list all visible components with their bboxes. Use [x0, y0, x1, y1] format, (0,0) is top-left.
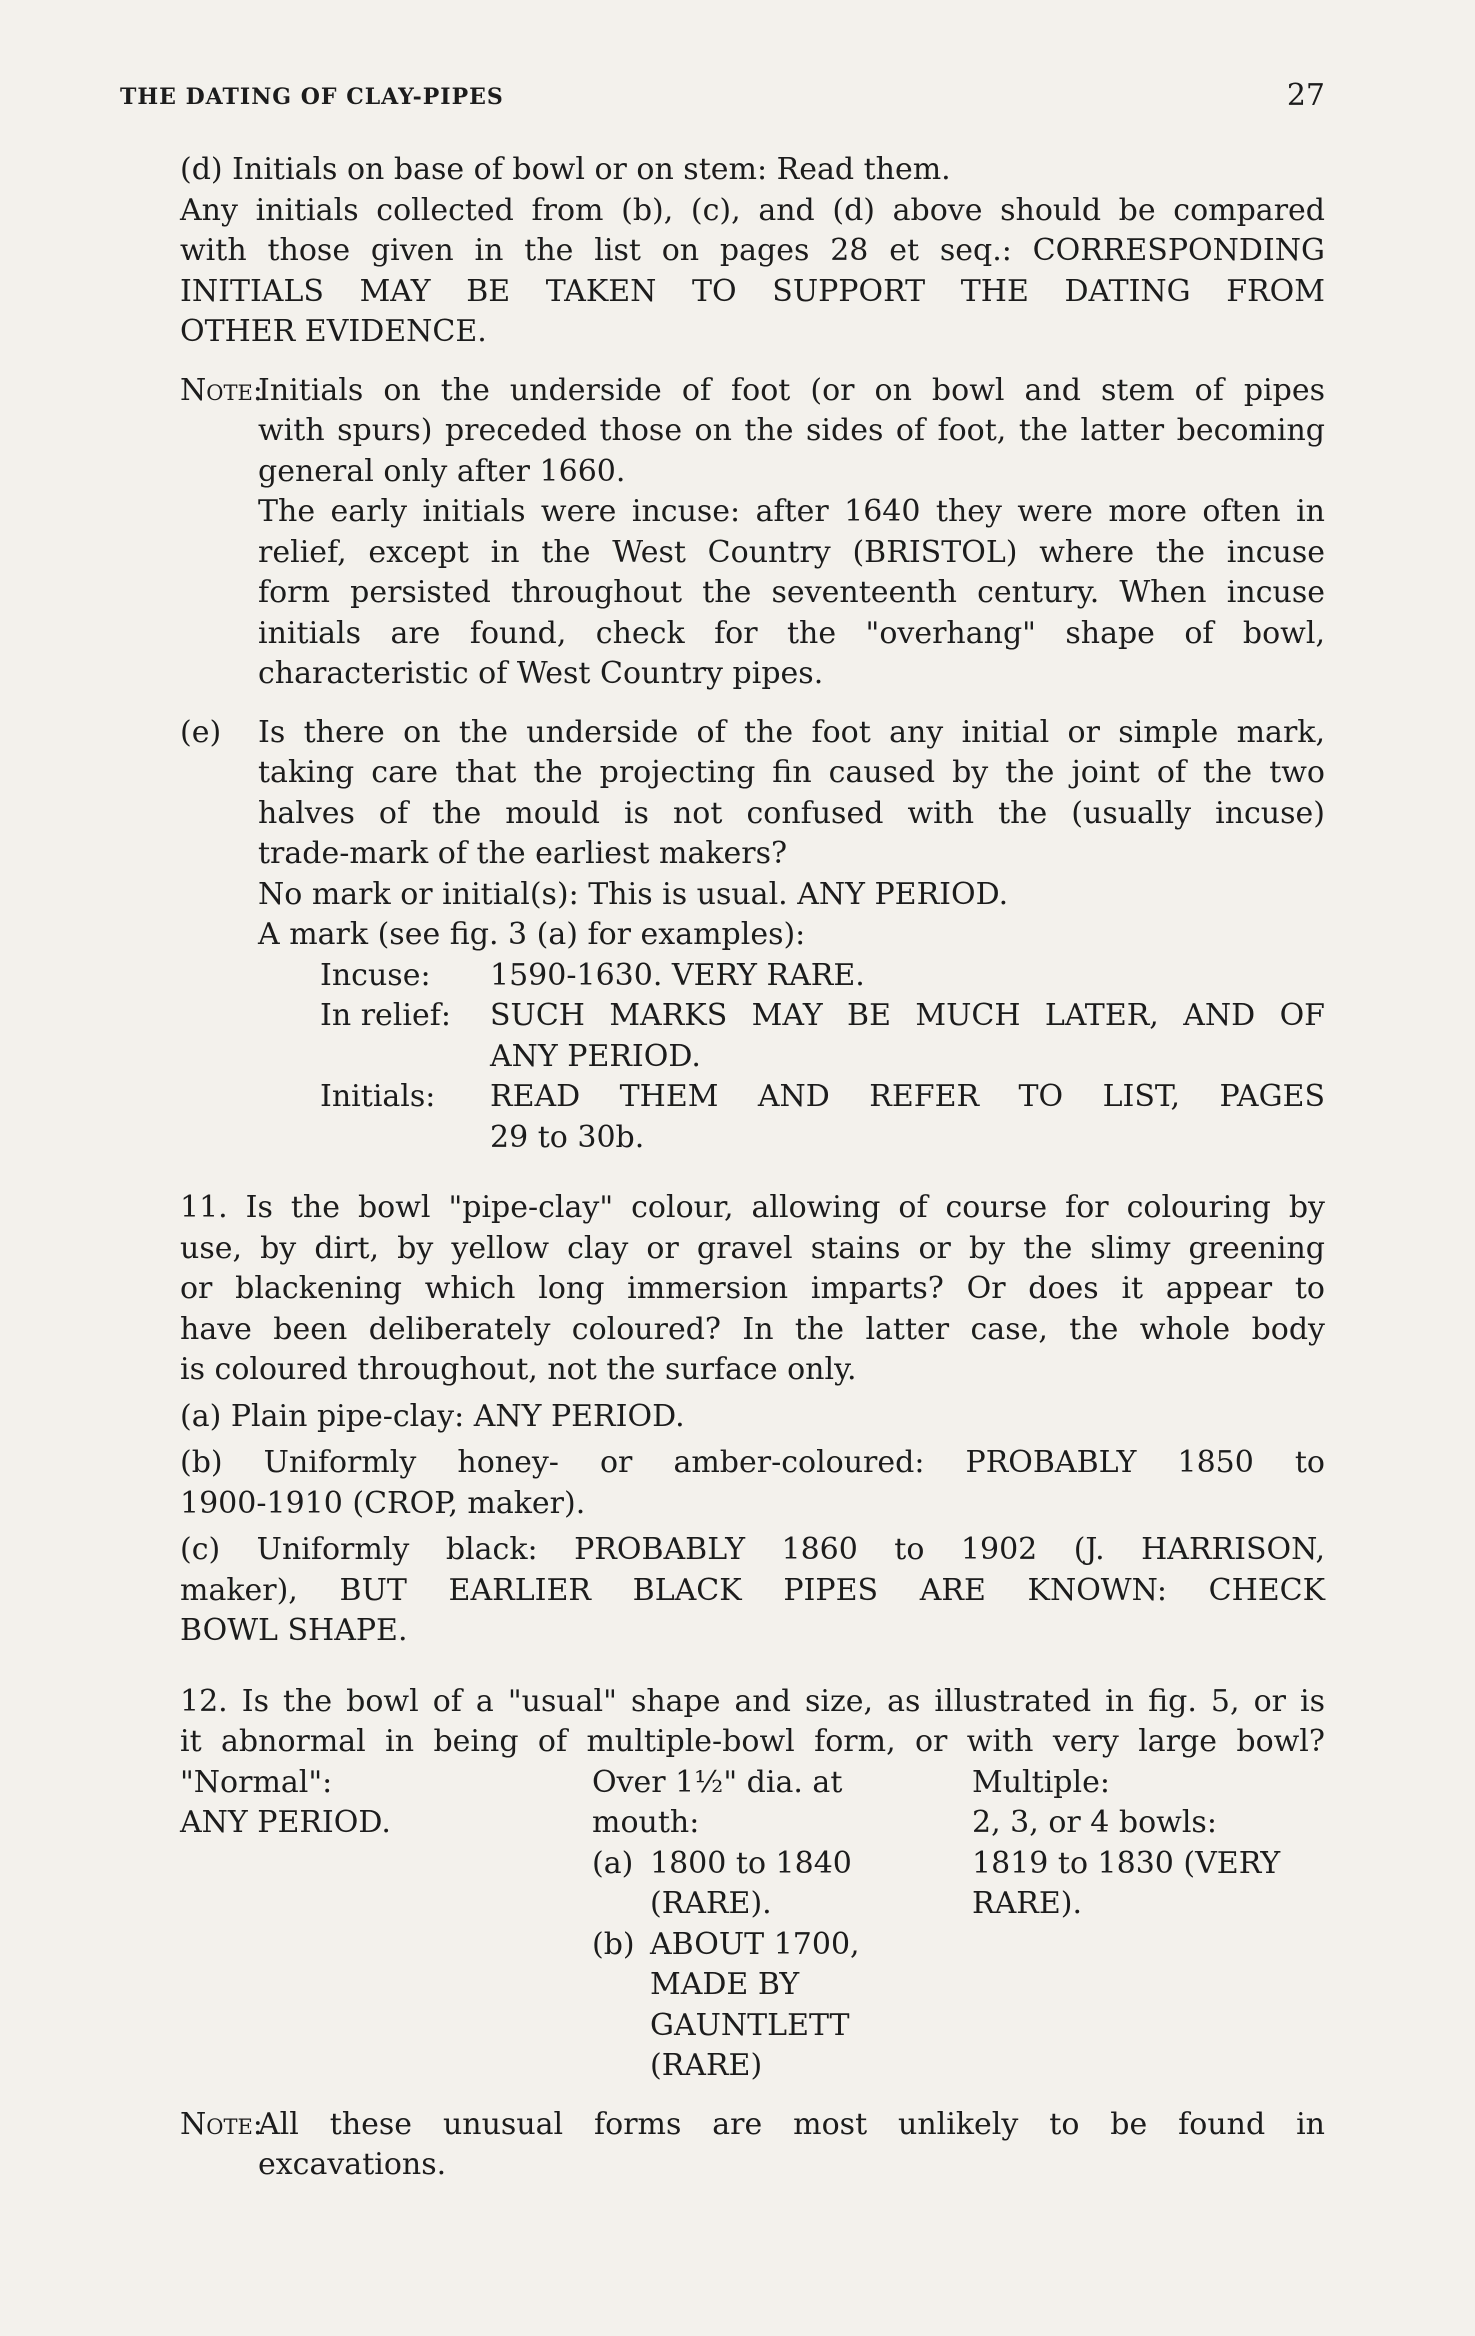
q12-line: it abnormal in being of multiple-bowl form, or with very large bowl?	[180, 1724, 1325, 1759]
question-12	[180, 1682, 1325, 2087]
q11-b: (b) Uniformly honey- or amber-coloured: PROBABLY 1850 to	[180, 1445, 1325, 1480]
item-d-line: with those given in the list on pages 28 et seq.: CORRESPONDING	[180, 233, 1325, 268]
over-a	[592, 1844, 972, 1925]
multiple-label: Multiple:	[972, 1764, 1110, 1800]
normal-value: ANY PERIOD.	[180, 1805, 391, 1840]
note-line: characteristic of West Country pipes.	[258, 656, 824, 691]
note-line: Initials on the underside of foot (or on bowl and stem of pipes	[258, 372, 1325, 408]
q11-line: or blackening which long immersion imparts? Or does it appear to	[180, 1271, 1325, 1306]
normal-column	[180, 1763, 592, 2087]
note-unusual-forms	[180, 2105, 1325, 2186]
note-line: excavations.	[258, 2147, 447, 2182]
incuse-text: 1590-1630. VERY RARE.	[490, 957, 865, 993]
page-body	[180, 150, 1325, 2186]
over-a-line: 1800 to 1840	[650, 1845, 852, 1881]
note-initials	[180, 371, 1325, 695]
q11-line: is coloured throughout, not the surface only.	[180, 1352, 857, 1387]
note-line: All these unusual forms are most unlikely to be found in	[258, 2106, 1325, 2142]
incuse-label: Incuse:	[320, 957, 431, 993]
running-title: THE DATING OF CLAY-PIPES	[120, 84, 504, 110]
item-d-heading: (d) Initials on base of bowl or on stem: Read them.	[180, 152, 951, 187]
over-column	[592, 1763, 972, 2087]
q11-b: 1900-1910 (CROP, maker).	[180, 1485, 586, 1521]
normal-label: "Normal":	[180, 1764, 333, 1800]
item-e-line: Is there on the underside of the foot any initial or simple mark,	[258, 714, 1325, 750]
over-b	[592, 1925, 972, 2087]
shape-table	[180, 1763, 1325, 2087]
q11-c: maker), BUT EARLIER BLACK PIPES ARE KNOWN: CHECK	[180, 1572, 1325, 1608]
note-line: relief, except in the West Country (BRISTOL) where the incuse	[258, 534, 1325, 570]
item-e-line: halves of the mould is not confused with the (usually incuse)	[258, 795, 1325, 831]
incuse-row	[320, 956, 1325, 997]
no-mark-line: No mark or initial(s): This is usual. ANY PERIOD.	[258, 876, 1009, 912]
initials-line: 29 to 30b.	[490, 1119, 645, 1155]
running-header	[120, 78, 1325, 122]
initials-row	[320, 1077, 1325, 1158]
item-e	[180, 713, 1325, 1159]
item-e-line: trade-mark of the earliest makers?	[258, 836, 788, 871]
relief-line: SUCH MARKS MAY BE MUCH LATER, AND OF	[490, 998, 1325, 1033]
over-a-label: (a)	[592, 1845, 634, 1881]
relief-row	[320, 996, 1325, 1077]
note-label: Note:	[180, 2106, 263, 2142]
over-label: mouth:	[592, 1805, 700, 1840]
q11-c: (c) Uniformly black: PROBABLY 1860 to 1902 (J. HARRISON,	[180, 1532, 1325, 1567]
note-line: general only after 1660.	[258, 453, 626, 489]
note-line: with spurs) preceded those on the sides of foot, the latter becoming	[258, 413, 1325, 448]
note-label: Note:	[180, 372, 263, 408]
initials-line: READ THEM AND REFER TO LIST, PAGES	[490, 1079, 1325, 1114]
item-d	[180, 150, 1325, 353]
multiple-line: 1819 to 1830 (VERY	[972, 1845, 1281, 1881]
multiple-line: 2, 3, or 4 bowls:	[972, 1805, 1217, 1840]
q11-line: use, by dirt, by yellow clay or gravel stains or by the slimy greening	[180, 1230, 1325, 1266]
relief-line: ANY PERIOD.	[490, 1038, 701, 1074]
note-line: The early initials were incuse: after 1640 they were more often in	[258, 494, 1325, 529]
item-e-label: (e)	[180, 714, 222, 750]
note-line: initials are found, check for the "overhang" shape of bowl,	[258, 615, 1325, 651]
multiple-column	[972, 1763, 1325, 2087]
note-line: form persisted throughout the seventeenth century. When incuse	[258, 575, 1325, 610]
q12-line: 12. Is the bowl of a "usual" shape and size, as illustrated in fig. 5, or is	[180, 1683, 1325, 1719]
q11-line: 11. Is the bowl "pipe-clay" colour, allowing of course for colouring by	[180, 1190, 1325, 1225]
item-d-line: Any initials collected from (b), (c), and (d) above should be compared	[180, 192, 1325, 228]
item-d-line: OTHER EVIDENCE.	[180, 314, 487, 349]
multiple-line: RARE).	[972, 1886, 1082, 1921]
q11-c: BOWL SHAPE.	[180, 1613, 408, 1648]
over-b-line: ABOUT 1700,	[650, 1926, 860, 1962]
over-b-line: (RARE)	[650, 2048, 763, 2083]
relief-label: In relief:	[320, 998, 451, 1033]
a-mark-line: A mark (see fig. 3 (a) for examples):	[258, 917, 806, 952]
over-b-label: (b)	[592, 1926, 635, 1962]
item-d-line: INITIALS MAY BE TAKEN TO SUPPORT THE DATING FROM	[180, 273, 1325, 309]
page-number: 27	[1286, 78, 1325, 113]
item-e-line: taking care that the projecting fin caused by the joint of the two	[258, 755, 1325, 790]
over-a-line: (RARE).	[650, 1886, 772, 1921]
q11-line: have been deliberately coloured? In the latter case, the whole body	[180, 1311, 1325, 1347]
over-b-line: GAUNTLETT	[650, 2007, 850, 2043]
over-b-line: MADE BY	[650, 1967, 800, 2002]
initials-label: Initials:	[320, 1079, 436, 1114]
question-11	[180, 1188, 1325, 1652]
over-label: Over 1½" dia. at	[592, 1764, 843, 1800]
q11-a: (a) Plain pipe-clay: ANY PERIOD.	[180, 1398, 685, 1434]
